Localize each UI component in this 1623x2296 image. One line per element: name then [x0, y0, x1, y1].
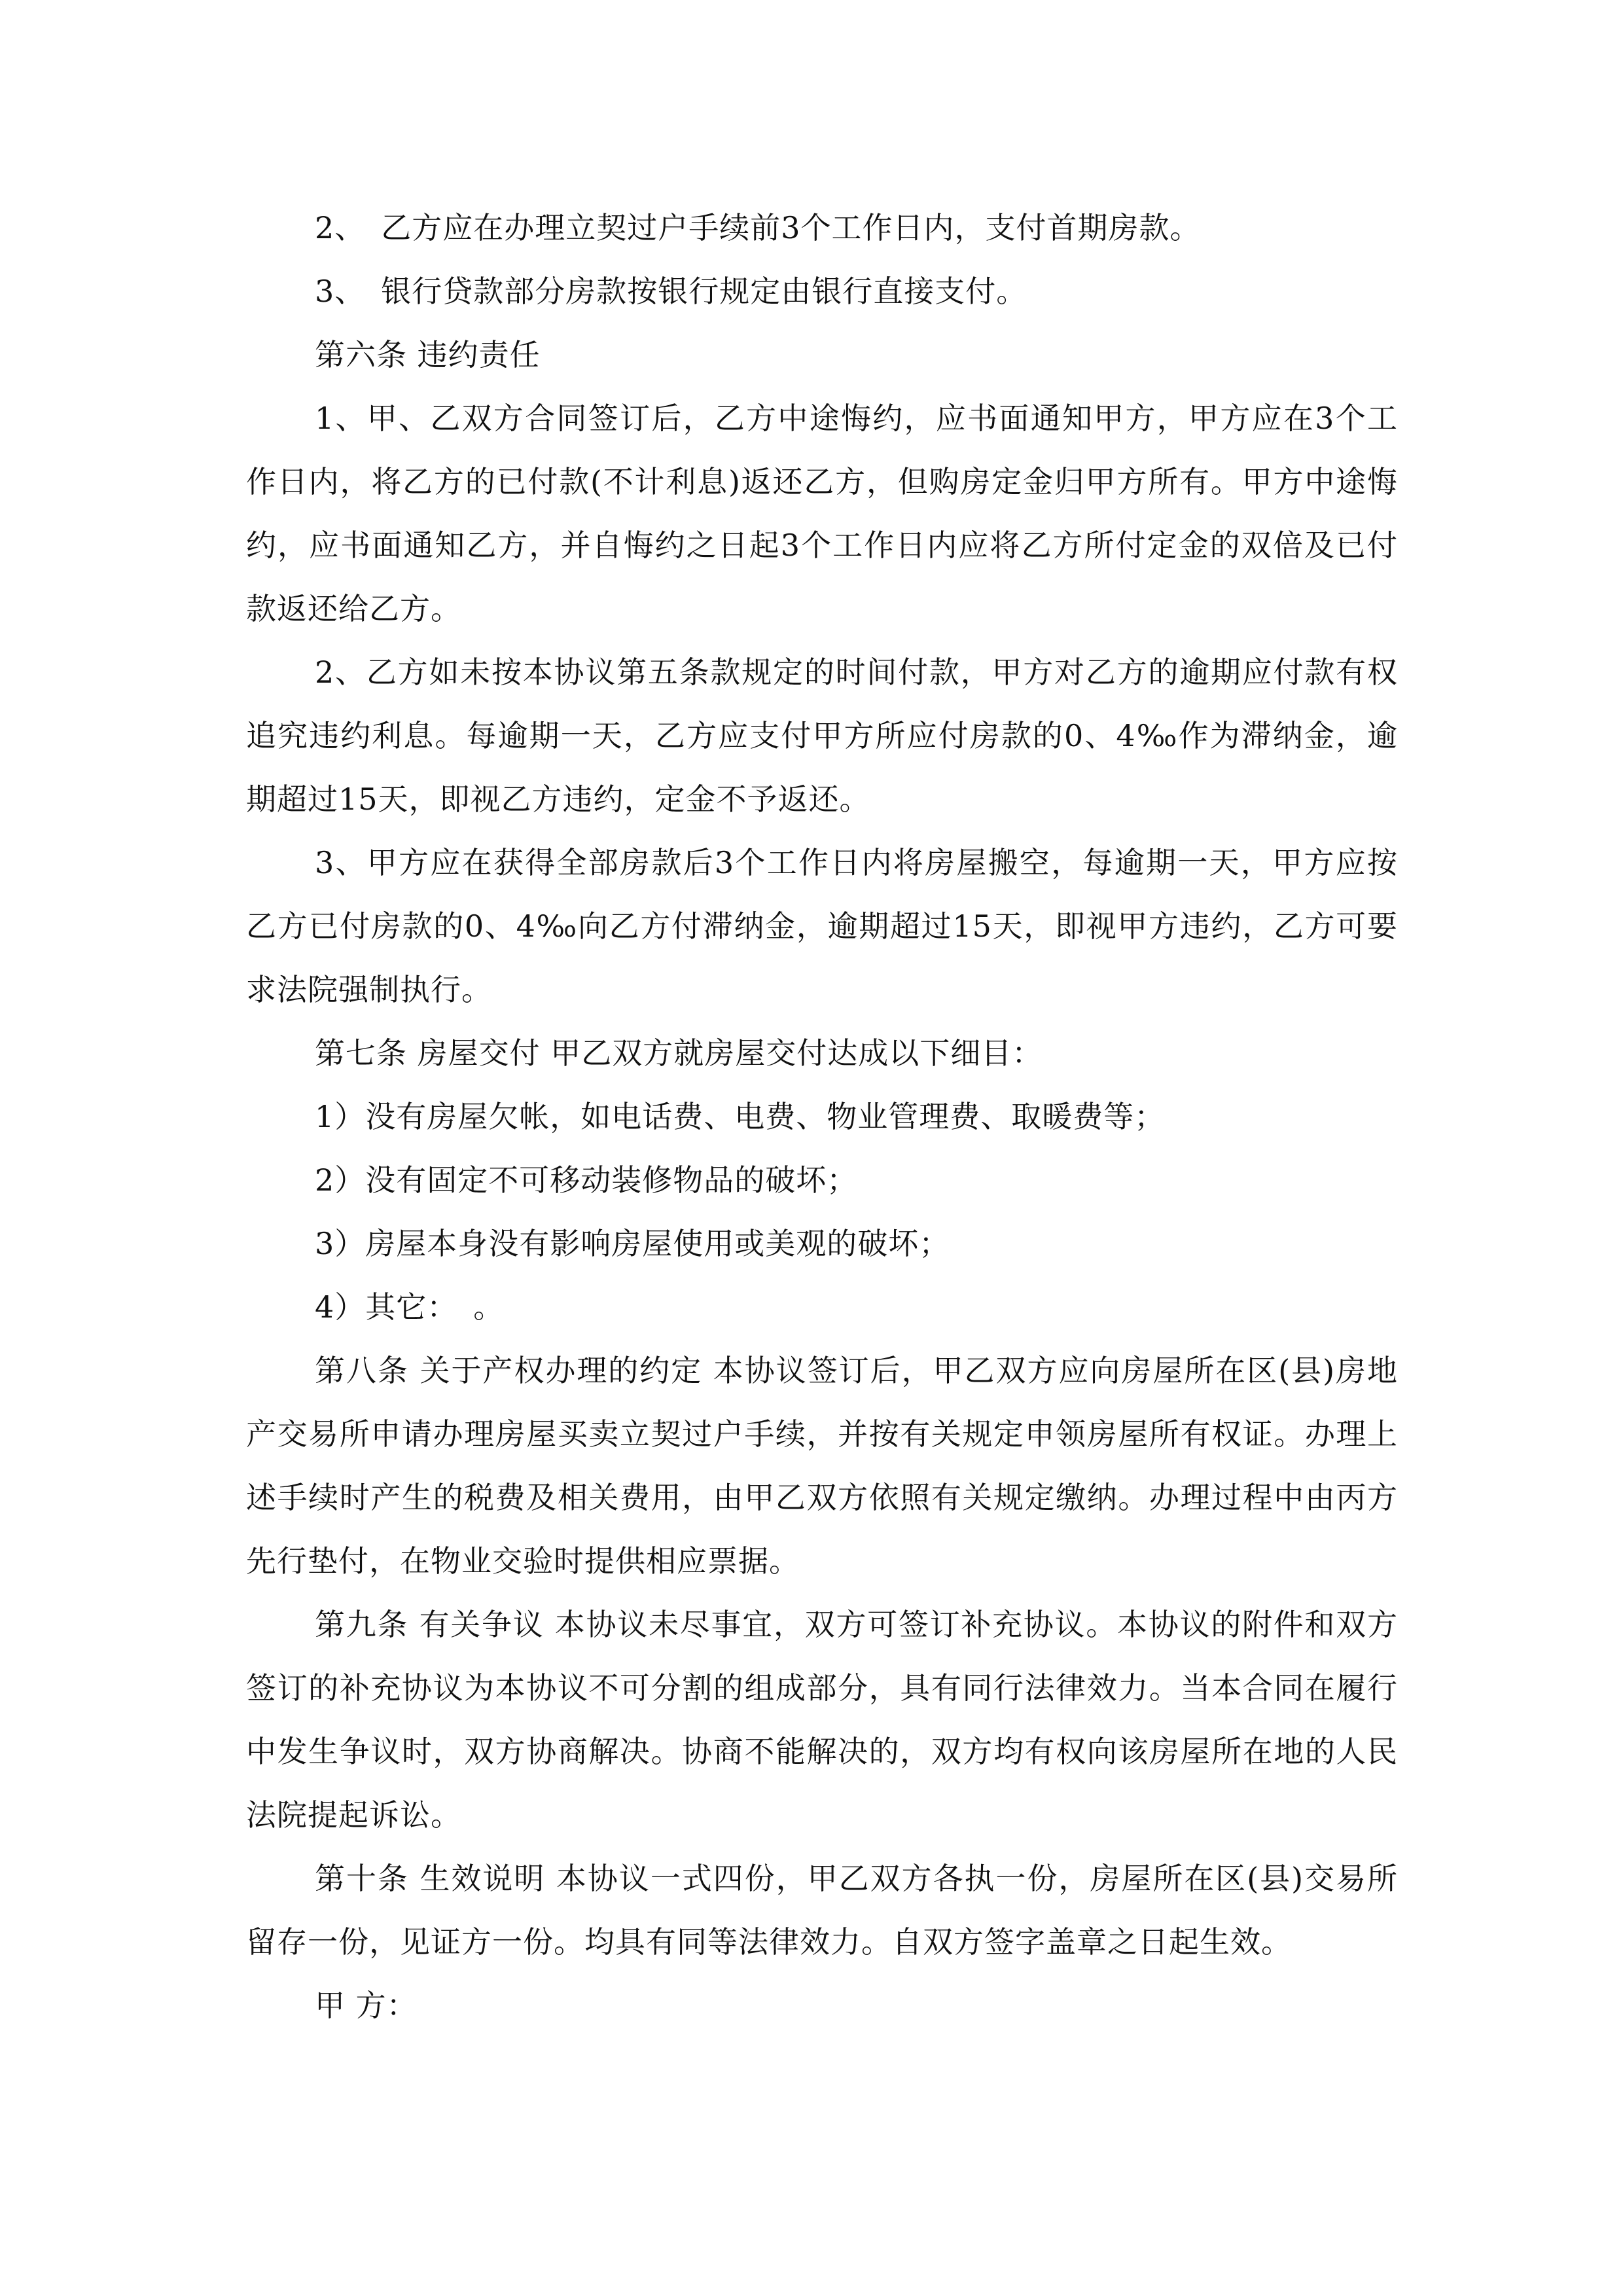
article-9: 第九条 有关争议 本协议未尽事宜，双方可签订补充协议。本协议的附件和双方签订的补充协议为本协议不可分割的组成部分，具有同行法律效力。当本合同在履行中发生争议时，双方协商解决。协商不能解决的，双方均有权向该房屋所在地的人民法院提起诉讼。: [246, 1607, 1398, 1833]
party-a-signature-line: 甲 方：: [315, 1988, 418, 2023]
article-8: 第八条 关于产权办理的约定 本协议签订后，甲乙双方应向房屋所在区(县)房地产交易所申请办理房屋买卖立契过户手续，并按有关规定申领房屋所有权证。办理上述手续时产生的税费及相关费用，由甲乙双方依照有关规定缴纳。办理过程中由丙方先行垫付，在物业交验时提供相应票据。: [246, 1353, 1398, 1579]
article-6-heading: 第六条 违约责任: [315, 337, 541, 372]
article-7-item-3: 3）房屋本身没有影响房屋使用或美观的破坏；: [315, 1226, 950, 1261]
article-7-item-2: 2）没有固定不可移动装修物品的破坏；: [315, 1162, 858, 1198]
article-6-item-2: 2、乙方如未按本协议第五条款规定的时间付款，甲方对乙方的逾期应付款有权追究违约利息。每逾期一天，乙方应支付甲方所应付房款的0、4‰作为滞纳金，逾期超过15天，即视乙方违约，定金不予返还。: [246, 655, 1398, 817]
article-6-item-3: 3、甲方应在获得全部房款后3个工作日内将房屋搬空，每逾期一天，甲方应按乙方已付房款的0、4‰向乙方付滞纳金，逾期超过15天，即视甲方违约，乙方可要求法院强制执行。: [246, 845, 1398, 1007]
article-6-item-1: 1、甲、乙双方合同签订后，乙方中途悔约，应书面通知甲方，甲方应在3个工作日内，将乙方的已付款(不计利息)返还乙方，但购房定金归甲方所有。甲方中途悔约，应书面通知乙方，并自悔约之日起3个工作日内应将乙方所付定金的双倍及已付款返还给乙方。: [246, 401, 1398, 626]
article-7-item-4: 4）其它： 。: [315, 1289, 505, 1325]
article-10: 第十条 生效说明 本协议一式四份，甲乙双方各执一份，房屋所在区(县)交易所留存一份，见证方一份。均具有同等法律效力。自双方签字盖章之日起生效。: [246, 1861, 1398, 1960]
article-7-item-1: 1）没有房屋欠帐，如电话费、电费、物业管理费、取暖费等；: [315, 1099, 1166, 1134]
document-body: [246, 196, 1398, 2037]
clause-3-bank-loan: 3、 银行贷款部分房款按银行规定由银行直接支付。: [315, 274, 1027, 309]
article-7-heading: 第七条 房屋交付 甲乙双方就房屋交付达成以下细目：: [315, 1035, 1043, 1071]
clause-2-payment: 2、 乙方应在办理立契过户手续前3个工作日内，支付首期房款。: [315, 210, 1201, 245]
